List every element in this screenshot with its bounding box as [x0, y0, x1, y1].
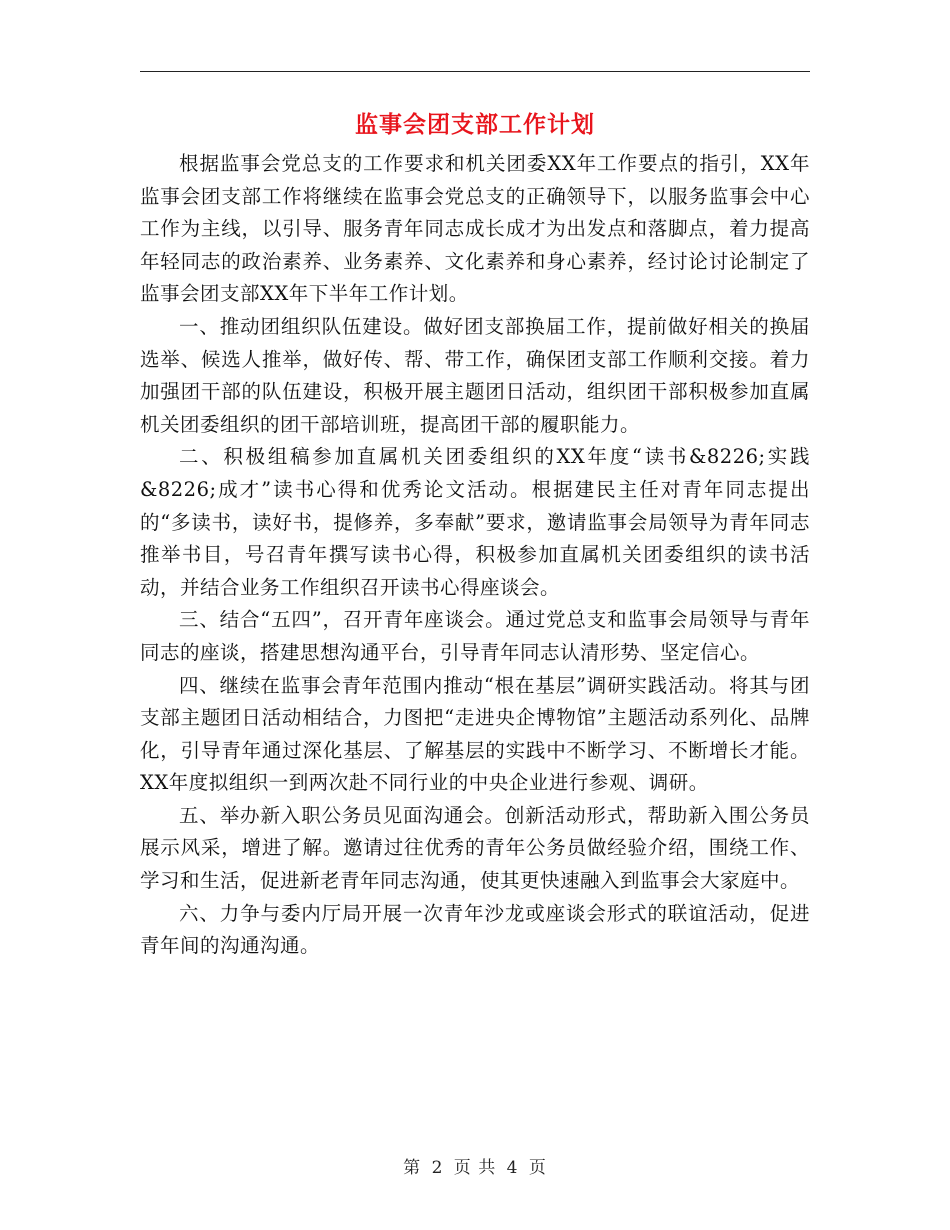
paragraph-item-2: 二、积极组稿参加直属机关团委组织的XX年度“读书&8226;实践&8226;成才”读书心得和优秀论文活动。根据建民主任对青年同志提出的“多读书，读好书，提修养，多奉献”要求，邀请监事会局领导为青年同志推举书目，号召青年撰写读书心得，积极参加直属机关团委组织的读书活动，并结合业务工作组织召开读书心得座谈会。: [140, 445, 810, 599]
document-body: [140, 148, 810, 963]
document-title: 监事会团支部工作计划: [355, 111, 595, 138]
footer-mid: 页 共: [453, 1158, 497, 1178]
paragraph-item-5: 五、举办新入职公务员见面沟通会。创新活动形式，帮助新入围公务员展示风采，增进了解。邀请过往优秀的青年公务员做经验介绍，围绕工作、学习和生活，促进新老青年同志沟通，使其更快速融入到监事会大家庭中。: [140, 803, 810, 893]
footer-page-total: 4: [506, 1158, 519, 1178]
paragraph-item-1: 一、推动团组织队伍建设。做好团支部换届工作，提前做好相关的换届选举、候选人推举，做好传、帮、带工作，确保团支部工作顺利交接。着力加强团干部的队伍建设，积极开展主题团日活动，组织团干部积极参加直属机关团委组织的团干部培训班，提高团干部的履职能力。: [140, 314, 810, 436]
paragraph-item-3: 三、结合“五四”，召开青年座谈会。通过党总支和监事会局领导与青年同志的座谈，搭建思想沟通平台，引导青年同志认清形势、坚定信心。: [140, 608, 810, 664]
header-rule: [140, 71, 810, 72]
page-footer: [0, 1153, 950, 1178]
paragraph-item-4: 四、继续在监事会青年范围内推动“根在基层”调研实践活动。将其与团支部主题团日活动相结合，力图把“走进央企博物馆”主题活动系列化、品牌化，引导青年通过深化基层、了解基层的实践中不断学习、不断增长才能。XX年度拟组织一到两次赴不同行业的中央企业进行参观、调研。: [140, 673, 810, 795]
paragraph-intro: 根据监事会党总支的工作要求和机关团委XX年工作要点的指引，XX年监事会团支部工作将继续在监事会党总支的正确领导下，以服务监事会中心工作为主线，以引导、服务青年同志成长成才为出发点和落脚点，着力提高年轻同志的政治素养、业务素养、文化素养和身心素养，经讨论讨论制定了监事会团支部XX年下半年工作计划。: [140, 152, 810, 306]
footer-suffix: 页: [528, 1158, 547, 1178]
footer-prefix: 第: [403, 1158, 422, 1178]
footer-page-number: 2: [431, 1158, 444, 1178]
paragraph-item-6: 六、力争与委内厅局开展一次青年沙龙或座谈会形式的联谊活动，促进青年间的沟通沟通。: [140, 901, 810, 958]
